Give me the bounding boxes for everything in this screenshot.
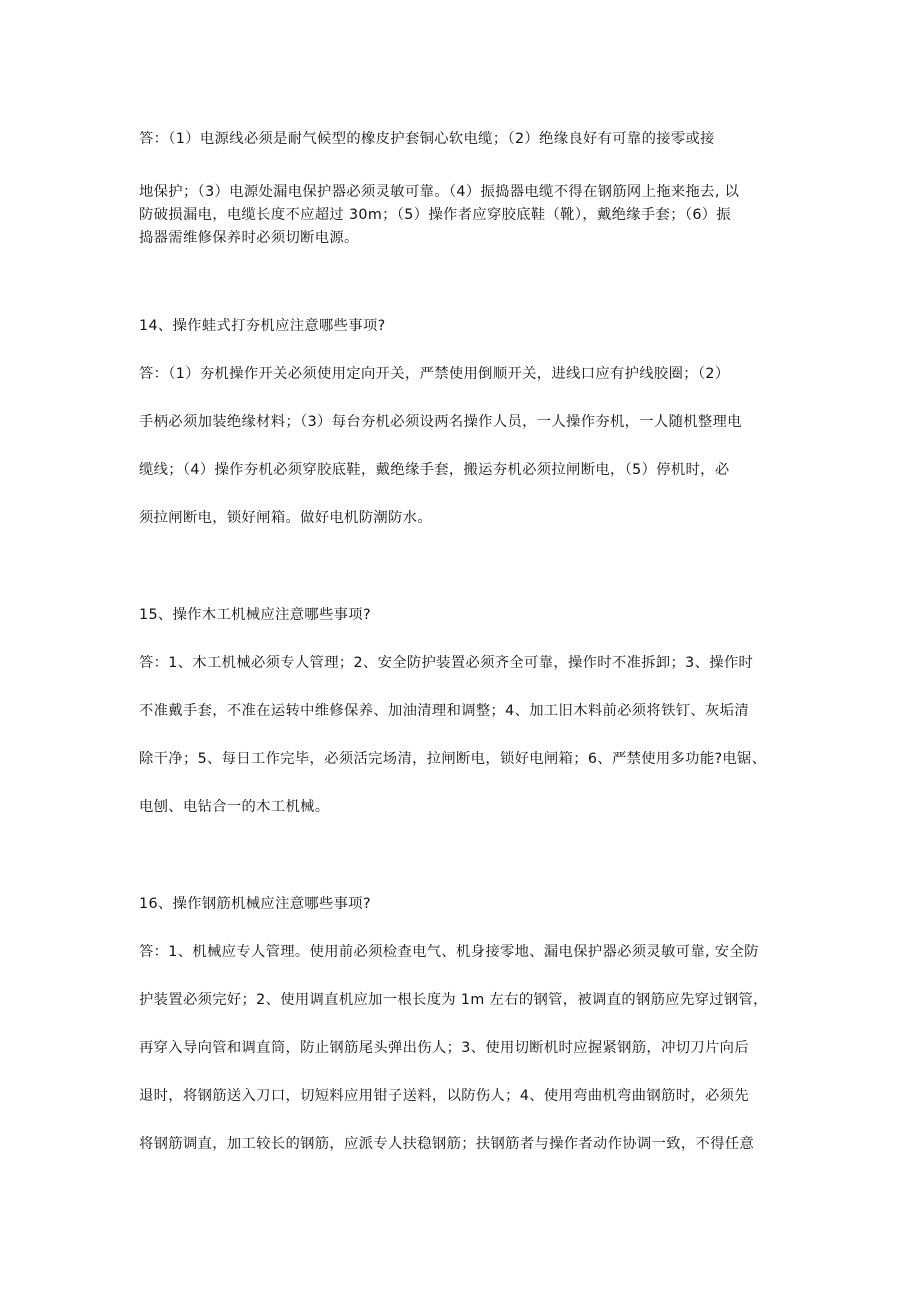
answer-13-line-1: 答：（1）电源线必须是耐气候型的橡皮护套铜心软电缆；（2）绝缘良好有可靠的接零或接 bbox=[139, 131, 715, 147]
answer-15-line-3: 除干净；5、每日工作完毕，必须活完场清，拉闸断电，锁好电闸箱；6、严禁使用多功能?电锯、 bbox=[139, 751, 767, 767]
answer-13-line-4: 捣器需维修保养时必须切断电源。 bbox=[139, 230, 359, 246]
answer-16-line-1: 答：1、机械应专人管理。使用前必须检查电气、机身接零地、漏电保护器必须灵敏可靠, 安全防 bbox=[139, 944, 759, 960]
question-14-heading: 14、操作蛙式打夯机应注意哪些事项? bbox=[139, 318, 386, 334]
answer-16-line-4: 退时，将钢筋送入刀口，切短料应用钳子送料，以防伤人；4、使用弯曲机弯曲钢筋时，必须先 bbox=[139, 1088, 749, 1104]
answer-13-line-3: 防破损漏电，电缆长度不应超过 30m；（5）操作者应穿胶底鞋（靴），戴绝缘手套；（6）振 bbox=[139, 207, 732, 223]
answer-15-line-1: 答：1、木工机械必须专人管理；2、安全防护装置必须齐全可靠，操作时不准拆卸；3、操作时 bbox=[139, 655, 754, 671]
answer-15-line-2: 不准戴手套，不准在运转中维修保养、加油清理和调整；4、加工旧木料前必须将铁钉、灰垢清 bbox=[139, 703, 749, 719]
question-16-heading: 16、操作钢筋机械应注意哪些事项? bbox=[139, 896, 371, 912]
answer-16-line-3: 再穿入导向管和调直筒，防止钢筋尾头弹出伤人；3、使用切断机时应握紧钢筋，冲切刀片向后 bbox=[139, 1040, 749, 1056]
question-15-heading: 15、操作木工机械应注意哪些事项? bbox=[139, 607, 371, 623]
answer-15-line-4: 电刨、电钻合一的木工机械。 bbox=[139, 799, 330, 815]
answer-16-line-5: 将钢筋调直，加工较长的钢筋，应派专人扶稳钢筋；扶钢筋者与操作者动作协调一致，不得任意 bbox=[139, 1136, 755, 1152]
answer-14-line-3: 缆线；（4）操作夯机必须穿胶底鞋，戴绝缘手套，搬运夯机必须拉闸断电，（5）停机时，必 bbox=[139, 462, 730, 478]
answer-16-line-2: 护装置必须完好；2、使用调直机应加一根长度为 1m 左右的钢管，被调直的钢筋应先穿过钢管， bbox=[139, 992, 768, 1008]
answer-13-line-2: 地保护；（3）电源处漏电保护器必须灵敏可靠。（4）振捣器电缆不得在钢筋网上拖来拖去, 以 bbox=[139, 184, 740, 200]
answer-14-line-4: 须拉闸断电，锁好闸箱。做好电机防潮防水。 bbox=[139, 510, 432, 526]
answer-14-line-1: 答：（1）夯机操作开关必须使用定向开关，严禁使用倒顺开关，进线口应有护线胶圈；（2） bbox=[139, 366, 730, 382]
answer-14-line-2: 手柄必须加装绝缘材料；（3）每台夯机必须设两名操作人员，一人操作夯机，一人随机整理电 bbox=[139, 414, 742, 430]
